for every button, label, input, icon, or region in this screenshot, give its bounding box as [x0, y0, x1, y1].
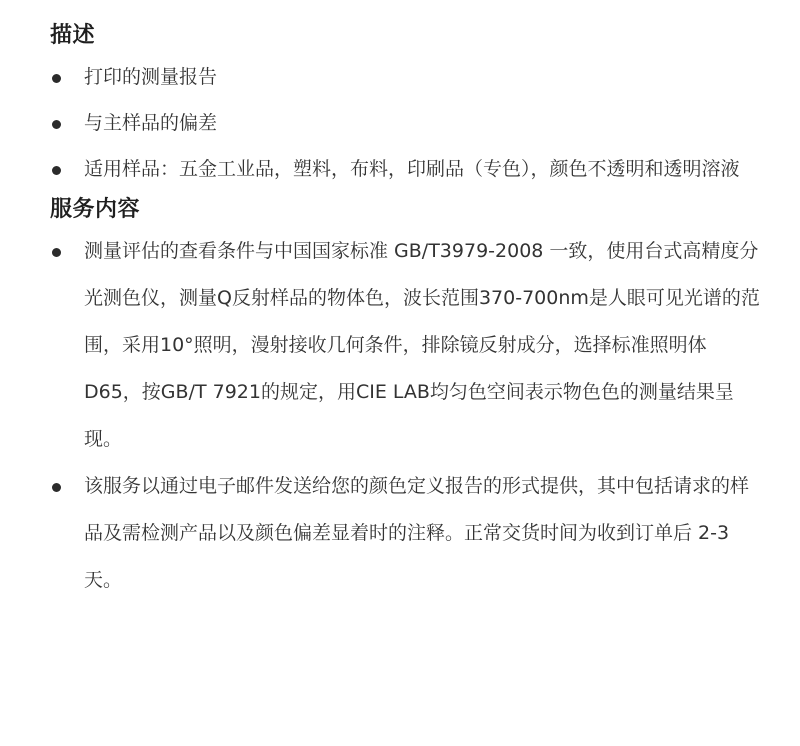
service-item: [50, 228, 760, 463]
service-item: [50, 463, 760, 604]
services-heading: 服务内容: [50, 197, 141, 222]
bullet-icon: [52, 120, 61, 129]
description-item: [50, 100, 760, 146]
description-item: [50, 146, 760, 192]
description-item-text: 适用样品：五金工业品，塑料，布料，印刷品（专色），颜色不透明和透明溶液: [84, 158, 740, 180]
bullet-icon: [52, 248, 61, 257]
description-heading: 描述: [50, 23, 96, 48]
description-item-text: 与主样品的偏差: [84, 112, 218, 134]
bullet-icon: [52, 166, 61, 175]
bullet-icon: [52, 483, 61, 492]
description-item-text: 打印的测量报告: [84, 66, 218, 88]
description-item: [50, 54, 760, 100]
bullet-icon: [52, 74, 61, 83]
services-list: [50, 228, 760, 604]
service-item-text: 该服务以通过电子邮件发送给您的颜色定义报告的形式提供，其中包括请求的样品及需检测产品以及颜色偏差显着时的注释。正常交货时间为收到订单后 2-3 天。: [84, 475, 750, 591]
description-list: [50, 54, 760, 192]
service-item-text: 测量评估的查看条件与中国国家标准 GB/T3979-2008 一致，使用台式高精度分光测色仪，测量Q反射样品的物体色，波长范围370-700nm是人眼可见光谱的范围，采用10°照明，漫射接收几何条件，排除镜反射成分，选择标准照明体D65，按GB/T 7921的规定，用CIE LAB均匀色空间表示物色色的测量结果呈现。: [84, 240, 760, 450]
